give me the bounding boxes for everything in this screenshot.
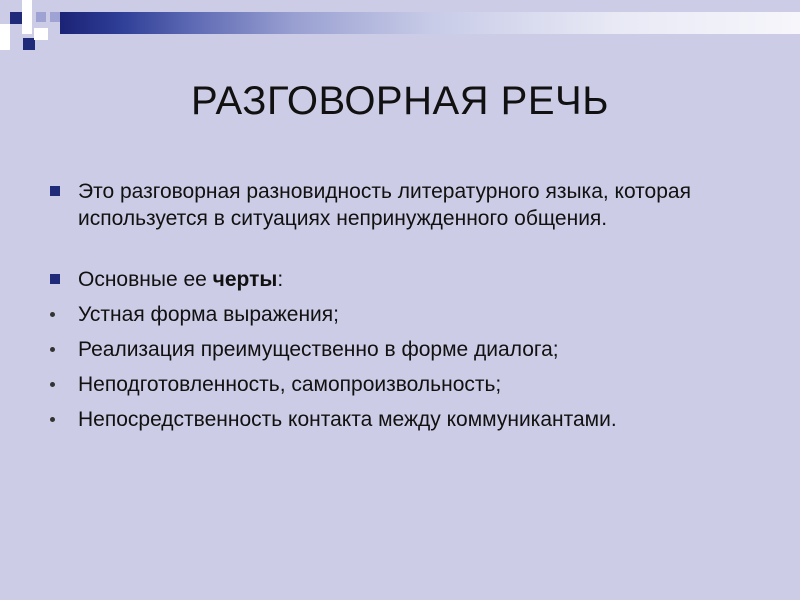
dot-bullet-icon xyxy=(48,301,78,328)
decor-lavender-square xyxy=(36,12,46,22)
slide-body xyxy=(48,178,768,433)
decor-gradient-bar xyxy=(60,12,800,34)
feature-text: Неподготовленность, самопроизвольность; xyxy=(78,373,502,396)
dot-bullet-icon xyxy=(48,336,78,363)
decor-white-block xyxy=(34,28,48,40)
feature-text: Непосредственность контакта между коммуникантами. xyxy=(78,408,617,431)
feature-list-item xyxy=(48,301,768,328)
feature-list-item xyxy=(48,336,768,363)
slide-title: РАЗГОВОРНАЯ РЕЧЬ xyxy=(191,79,609,123)
square-bullet-icon xyxy=(48,178,78,205)
features-intro-prefix: Основные ее xyxy=(78,268,213,291)
dot-bullet-icon xyxy=(48,371,78,398)
decor-lavender-square xyxy=(50,12,60,22)
feature-list-item xyxy=(48,371,768,398)
header-decoration xyxy=(0,0,800,60)
feature-list-item xyxy=(48,406,768,433)
feature-text: Реализация преимущественно в форме диалога; xyxy=(78,338,559,361)
features-intro-item xyxy=(48,266,768,293)
dot-bullet-icon xyxy=(48,406,78,433)
feature-text: Устная форма выражения; xyxy=(78,303,339,326)
square-bullet-icon xyxy=(48,266,78,293)
decor-navy-square xyxy=(10,12,22,24)
definition-text: Это разговорная разновидность литературного языка, которая используется в ситуациях непринужденного общения. xyxy=(78,180,691,230)
features-intro-bold: черты xyxy=(212,268,278,291)
definition-item xyxy=(48,178,768,232)
features-intro-suffix: : xyxy=(277,268,284,291)
decor-white-block xyxy=(22,0,32,34)
decor-white-block xyxy=(0,24,10,50)
features-intro-text xyxy=(78,266,768,293)
